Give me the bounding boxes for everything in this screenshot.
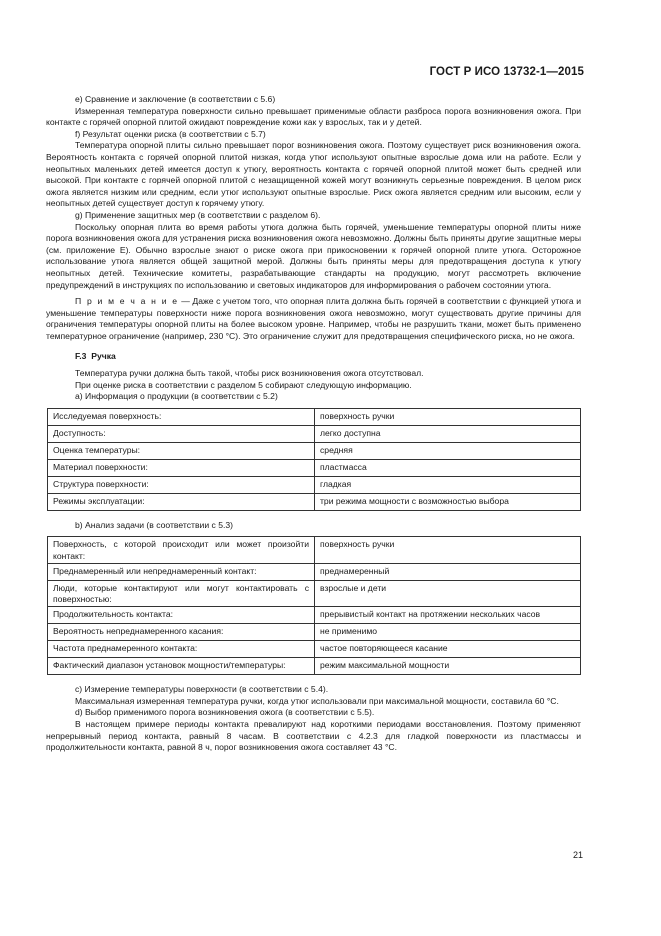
section-heading <box>46 351 581 363</box>
table-cell-value: прерывистый контакт на протяжении нескольких часов <box>315 607 581 624</box>
table-cell-value: преднамеренный <box>315 563 581 580</box>
table-cell-value: средняя <box>315 442 581 459</box>
item-e: е) Сравнение и заключение (в соответствии с 5.6) <box>75 94 276 104</box>
item-d: d) Выбор применимого порога возникновения ожога (в соответствии с 5.5). <box>75 707 375 718</box>
item-g: g) Применение защитных мер (в соответствии с разделом 6). <box>75 209 321 220</box>
table-row <box>48 425 581 442</box>
table-cell-value: режим максимальной мощности <box>315 658 581 675</box>
table-cell-value: взрослые и дети <box>315 580 581 606</box>
item-f: f) Результат оценки риска (в соответствии с 5.7) <box>75 128 266 139</box>
item-b: b) Анализ задачи (в соответствии с 5.3) <box>75 519 234 530</box>
paragraph: Поскольку опорная плита во время работы утюга должна быть горячей, уменьшение температуры опорной плиты ниже порога возникновения ожога для устранения риска возникновения ожога невозможно. Должны быть приняты другие защитные меры (см. приложение Е). Обычно взрослые знают о риске ожога при прикосновении к горячей опорной плите утюга. Осторожное использование утюга является общей защитной мерой. Должны быть приняты меры для предотвращения доступа к утюгу неопытных детей. Технические комитеты, разрабатывающие стандарты на продукцию, могут рассмотреть включение предупреждений в инструкциях по использованию и световых индикаторов для информирования о рабочем состоянии утюга. <box>46 221 581 290</box>
table-row <box>48 563 581 580</box>
paragraph: В настоящем примере периоды контакта превалируют над короткими периодами восстановления. Поэтому применяют непрерывный период контакта, равный 8 часам. В соответствии с 4.2.3 для гладкой поверхности из пластмассы и продолжительности контакта, равной 8 ч, порог возникновения ожога составляет 43 °С. <box>46 719 581 753</box>
table-row <box>48 607 581 624</box>
page-number: 21 <box>572 850 583 860</box>
table-cell-value: не применимо <box>315 624 581 641</box>
table-cell-value: три режима мощности с возможностью выбора <box>315 493 581 510</box>
table-cell-label: Вероятность непреднамеренного касания: <box>48 624 315 641</box>
table-cell-label: Структура поверхности: <box>48 476 315 493</box>
table-cell-label: Режимы эксплуатации: <box>48 493 315 510</box>
table-row <box>48 580 581 606</box>
section-title: Ручка <box>91 351 116 362</box>
table-row <box>48 624 581 641</box>
paragraph: Максимальная измеренная температура ручки, когда утюг использовали при максимальной мощности, составила 60 °С. <box>75 695 559 706</box>
table-row <box>48 537 581 563</box>
product-info-table <box>47 408 581 511</box>
table-cell-value: пластмасса <box>315 459 581 476</box>
table-row <box>48 493 581 510</box>
page-content <box>46 94 581 754</box>
table-row <box>48 641 581 658</box>
table-cell-label: Материал поверхности: <box>48 459 315 476</box>
note-label: П р и м е ч а н и е <box>75 296 179 307</box>
table-row <box>48 459 581 476</box>
table-cell-value: легко доступна <box>315 425 581 442</box>
note-text: — Даже с учетом того, что опорная плита должна быть горячей в соответствии с функцией утюга и уменьшение температуры поверхности ниже порога возникновения ожога невозможно, могут существовать другие причины для ограничения температуры опорной плиты на более высоком уровне. Например, чтобы не разрушить ткани, может быть применено температурное ограничение (например, 230 °С). Это ограничение служит для предотвращения специфического риска, но не ожога. <box>46 296 581 341</box>
table-cell-label: Частота преднамеренного контакта: <box>48 641 315 658</box>
table-cell-label: Оценка температуры: <box>48 442 315 459</box>
paragraph: Температура ручки должна быть такой, чтобы риск возникновения ожога отсутствовал. <box>75 368 424 379</box>
standard-header: ГОСТ Р ИСО 13732-1—2015 <box>429 66 584 78</box>
paragraph: Измеренная температура поверхности сильно превышает применимые области разброса порога возникновения ожога. При контакте с горячей опорной плитой ожидают повреждение кожи как у взрослых, так и у детей. <box>46 105 581 128</box>
table-cell-label: Люди, которые контактируют или могут контактировать с поверхностью: <box>48 580 315 606</box>
item-c: с) Измерение температуры поверхности (в соответствии с 5.4). <box>75 684 329 695</box>
table-cell-label: Преднамеренный или непреднамеренный контакт: <box>48 563 315 580</box>
table-cell-value: поверхность ручки <box>315 408 581 425</box>
table-cell-label: Фактический диапазон установок мощности/температуры: <box>48 658 315 675</box>
note <box>46 296 581 342</box>
table-cell-value: поверхность ручки <box>315 537 581 563</box>
paragraph: Температура опорной плиты сильно превышает порог возникновения ожога. Поэтому существует риск возникновения ожога. Вероятность контакта с горячей опорной плитой низкая, когда утюг используют опытные взрослые дома или на работе. Если у неопытных маленьких детей имеется доступ к утюгу, вероятность контакта с горячей опорной плитой может быть средней или высокой. При контакте с горячей опорной плитой с незащищенной кожей могут возникнуть серьезные повреждения. В целом риск ожога является низким или средним, если утюг используют опытные взрослые. Риск ожога является средним или высоким, если у неопытных детей существует доступ к горячему утюгу. <box>46 140 581 209</box>
table-row <box>48 476 581 493</box>
table-cell-value: гладкая <box>315 476 581 493</box>
table-row <box>48 408 581 425</box>
table-row <box>48 442 581 459</box>
item-a: а) Информация о продукции (в соответствии с 5.2) <box>75 391 278 402</box>
table-row <box>48 658 581 675</box>
table-cell-value: частое повторяющееся касание <box>315 641 581 658</box>
section-number: F.3 <box>75 351 87 362</box>
paragraph: При оценке риска в соответствии с разделом 5 собирают следующую информацию. <box>75 379 412 390</box>
task-analysis-table <box>47 536 581 675</box>
table-cell-label: Исследуемая поверхность: <box>48 408 315 425</box>
table-cell-label: Поверхность, с которой происходит или может произойти контакт: <box>48 537 315 563</box>
table-cell-label: Продолжительность контакта: <box>48 607 315 624</box>
table-cell-label: Доступность: <box>48 425 315 442</box>
